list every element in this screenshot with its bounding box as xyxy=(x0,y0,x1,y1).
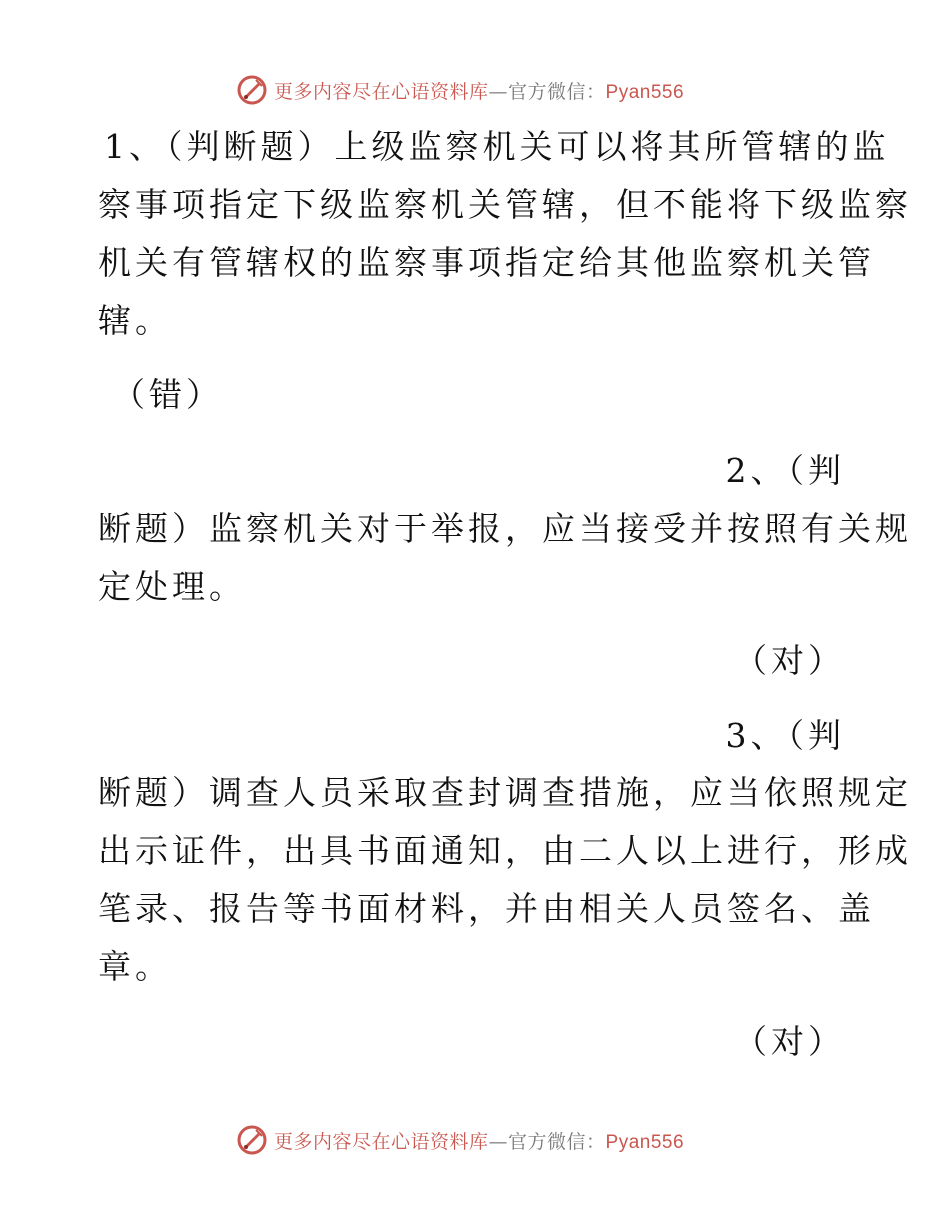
wechat-id: Pyan556 xyxy=(605,81,685,103)
question-3-line-3: 笔录、报告等书面材料，并由相关人员签名、盖 xyxy=(98,889,875,928)
banner-text: 更多内容尽在心语资料库—官方微信：Pyan556 xyxy=(274,1130,685,1153)
quill-logo-icon xyxy=(236,1124,268,1156)
question-1-line-3: 机关有管辖权的监察事项指定给其他监察机关管 xyxy=(98,243,875,282)
question-2-line-1: 断题）监察机关对于举报，应当接受并按照有关规 xyxy=(98,509,912,548)
question-3-line-4: 章。 xyxy=(98,947,172,986)
question-1-line-1: 1、（判断题）上级监察机关可以将其所管辖的监 xyxy=(104,127,890,166)
footer-banner xyxy=(0,1120,950,1160)
quill-logo-icon xyxy=(236,74,268,106)
wechat-id: Pyan556 xyxy=(605,1131,685,1153)
question-3-line-2: 出示证件，出具书面通知，由二人以上进行，形成 xyxy=(98,831,912,870)
banner-text: 更多内容尽在心语资料库—官方微信：Pyan556 xyxy=(274,80,685,103)
question-2-line-2: 定处理。 xyxy=(98,567,246,606)
question-1-answer: （错） xyxy=(112,375,223,414)
question-3-answer: （对） xyxy=(734,1022,845,1061)
header-banner xyxy=(0,70,950,110)
question-3-line-1: 断题）调查人员采取查封调查措施，应当依照规定 xyxy=(98,773,912,812)
question-3-number: 3、（判 xyxy=(725,716,845,755)
question-1-line-2: 察事项指定下级监察机关管辖，但不能将下级监察 xyxy=(98,185,912,224)
question-1-line-4: 辖。 xyxy=(98,301,172,340)
question-2-answer: （对） xyxy=(734,641,845,680)
question-2-number: 2、（判 xyxy=(725,451,845,490)
